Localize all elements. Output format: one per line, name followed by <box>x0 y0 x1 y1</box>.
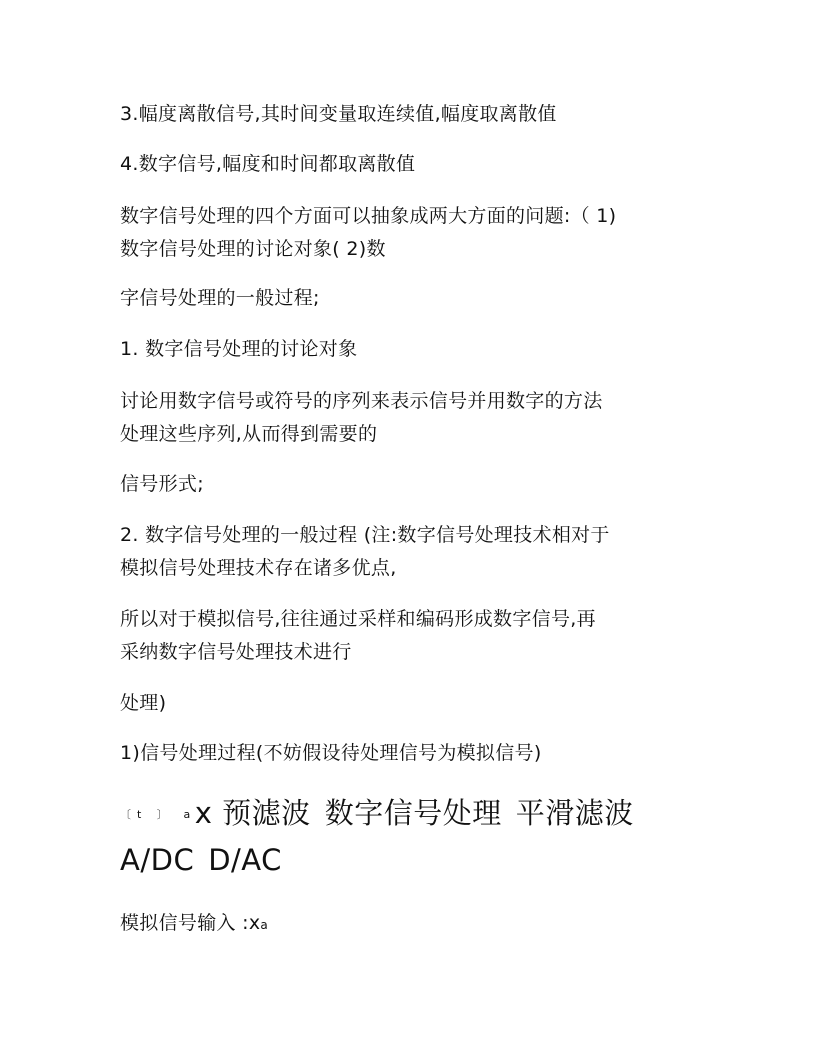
text-line-signal-form: 信号形式; <box>120 473 204 495</box>
section-heading-dsp-objects: 1. 数字信号处理的讨论对象 <box>120 338 358 360</box>
text-line-discussion: 讨论用数字信号或符号的序列来表示信号并用数字的方法 <box>120 390 603 412</box>
converters-line <box>120 843 282 877</box>
text-line-sequence-processing: 处理这些序列,从而得到需要的 <box>120 423 378 445</box>
text-line-dsp-objects: 数字信号处理的讨论对象( 2)数 <box>120 238 386 260</box>
diagram-stage-line <box>120 796 634 832</box>
text-line-adopt-dsp: 采纳数字信号处理技术进行 <box>120 641 352 663</box>
text-line-advantages: 模拟信号处理技术存在诸多优点, <box>120 557 397 579</box>
dac-label: D/AC <box>208 843 282 877</box>
diagram-x: x <box>194 796 213 830</box>
stage-dsp: 数字信号处理 <box>324 796 502 830</box>
stage-prefilter: 预滤波 <box>222 796 311 830</box>
section-heading-general-process: 2. 数字信号处理的一般过程 (注:数字信号处理技术相对于 <box>120 524 610 546</box>
text-line-signal-process-flow: 1)信号处理过程(不妨假设待处理信号为模拟信号) <box>120 742 542 764</box>
text-line-analog-input <box>120 911 268 937</box>
text-line-amplitude-discrete: 3.幅度离散信号,其时间变量取连续值,幅度取离散值 <box>120 103 557 125</box>
stage-smoothing-filter: 平滑滤波 <box>515 796 634 830</box>
analog-input-label: 模拟信号输入 :x <box>120 912 261 934</box>
text-line-processing-close: 处理) <box>120 692 167 714</box>
analog-input-subscript: a <box>260 918 269 932</box>
diagram-sub-a: a <box>183 808 191 821</box>
text-line-digital-signal: 4.数字信号,幅度和时间都取离散值 <box>120 153 416 175</box>
adc-label: A/DC <box>120 843 195 877</box>
diagram-prefix: 〔t 〕 <box>120 808 174 821</box>
text-line-general-process: 字信号处理的一般过程; <box>120 287 320 309</box>
text-line-sampling-encoding: 所以对于模拟信号,往往通过采样和编码形成数字信号,再 <box>120 608 596 630</box>
text-line-dsp-aspects: 数字信号处理的四个方面可以抽象成两大方面的问题:（ 1) <box>120 205 617 227</box>
